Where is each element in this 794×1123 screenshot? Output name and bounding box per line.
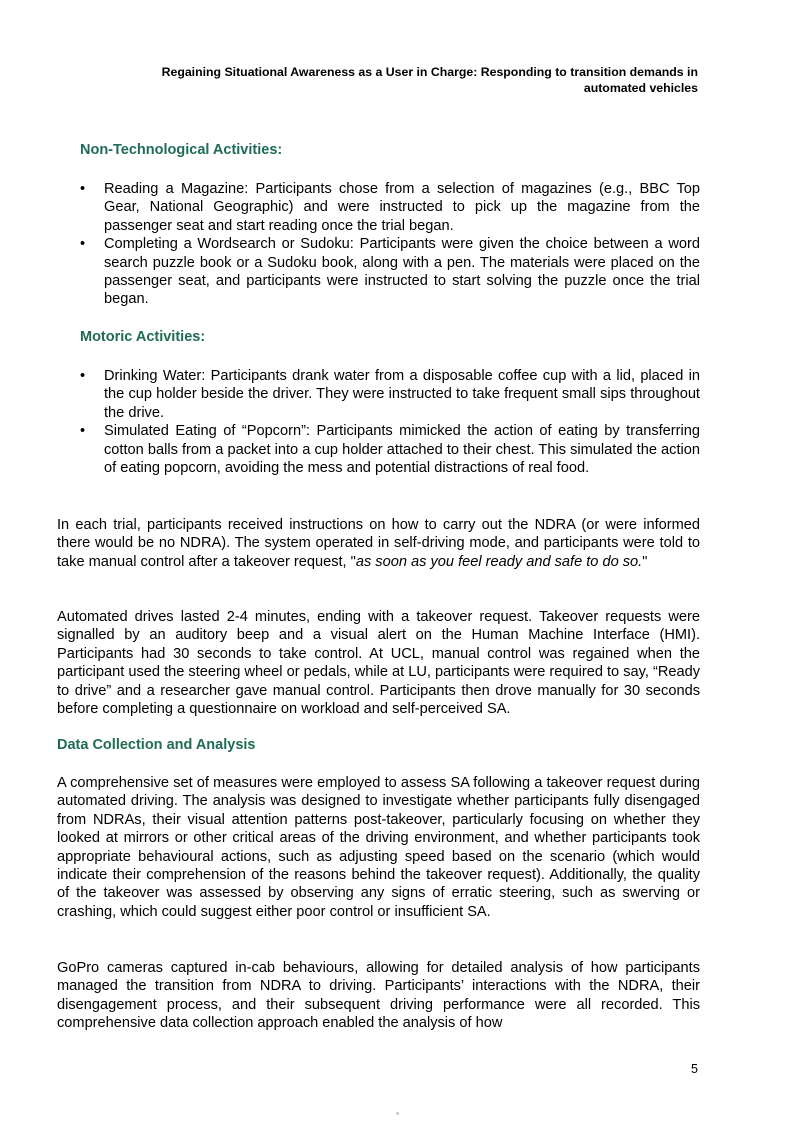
paragraph-automated-drives: Automated drives lasted 2-4 minutes, ending with a takeover request. Takeover requests were signalled by an auditory beep and a visual alert on the Human Machine Interface (HMI). Participants had 30 seconds to take control. At UCL, manual control was regained when the participant used the steering wheel or pedals, while at LU, participants were required to say, “Ready to drive” and a researcher gave manual control. Participants then drove manually for 30 seconds before completing a questionnaire on workload and self-perceived SA.: [57, 609, 701, 718]
heading-data-collection: Data Collection and Analysis: [57, 737, 256, 753]
footer-dot: [396, 1112, 399, 1115]
paragraph-text: In each trial, participants received instructions on how to carry out the NDRA (or were informed there would be no NDRA). The system operated in self-driving mode, and participants were told to take manual control after a takeover request, ": [57, 517, 700, 570]
list-item: • Simulated Eating of “Popcorn”: Participants mimicked the action of eating by transferring cotton balls from a packet into a cup holder attached to their chest. This simulated the action of eating popcorn, avoiding the mess and potential distractions of real food.: [80, 422, 700, 477]
running-header: [98, 64, 698, 96]
list-non-technological: [80, 180, 700, 309]
paragraph-gopro: GoPro cameras captured in-cab behaviours, allowing for detailed analysis of how participants managed the transition from NDRA to driving. Participants’ interactions with the NDRA, their disengagement process, and their subsequent driving performance were all recorded. This comprehensive data collection approach enabled the analysis of how: [57, 960, 700, 1032]
list-item: • Reading a Magazine: Participants chose from a selection of magazines (e.g., BBC Top Gear, National Geographic) and were instructed to pick up the magazine from the passenger seat and start reading once the trial began.: [80, 180, 700, 235]
running-header-line1: Regaining Situational Awareness as a User in Charge: Responding to transition demands in: [161, 65, 698, 79]
paragraph-text-end: ": [642, 553, 648, 570]
paragraph-measures: A comprehensive set of measures were employed to assess SA following a takeover request during automated driving. The analysis was designed to investigate whether participants fully disengaged from NDRAs, their visual attention patterns post-takeover, particularly focusing on whether they looked at mirrors or other critical areas of the driving environment, and whether participants took appropriate behavioural actions, such as adjusting speed based on the scenario (which would indicate their comprehension of the reasons behind the takeover request). Additionally, the quality of the takeover was assessed by observing any signs of erratic steering, such as swerving or crashing, which could suggest either poor control or insufficient SA.: [57, 775, 700, 920]
list-item: • Completing a Wordsearch or Sudoku: Participants were given the choice between a word search puzzle book or a Sudoku book, along with a pen. The materials were placed on the passenger seat, and participants were instructed to start solving the puzzle once the trial began.: [80, 235, 700, 309]
heading-non-technological: Non-Technological Activities:: [80, 142, 283, 158]
list-motoric: [80, 367, 700, 477]
page-number: 5: [691, 1062, 698, 1076]
quote-text: as soon as you feel ready and safe to do so.: [355, 553, 643, 570]
heading-motoric: Motoric Activities:: [80, 329, 206, 345]
running-header-line2: automated vehicles: [583, 81, 698, 95]
list-item: • Drinking Water: Participants drank water from a disposable coffee cup with a lid, placed in the cup holder beside the driver. They were instructed to take frequent small sips throughout the drive.: [80, 367, 700, 422]
paragraph-trial-instructions: [57, 516, 700, 571]
